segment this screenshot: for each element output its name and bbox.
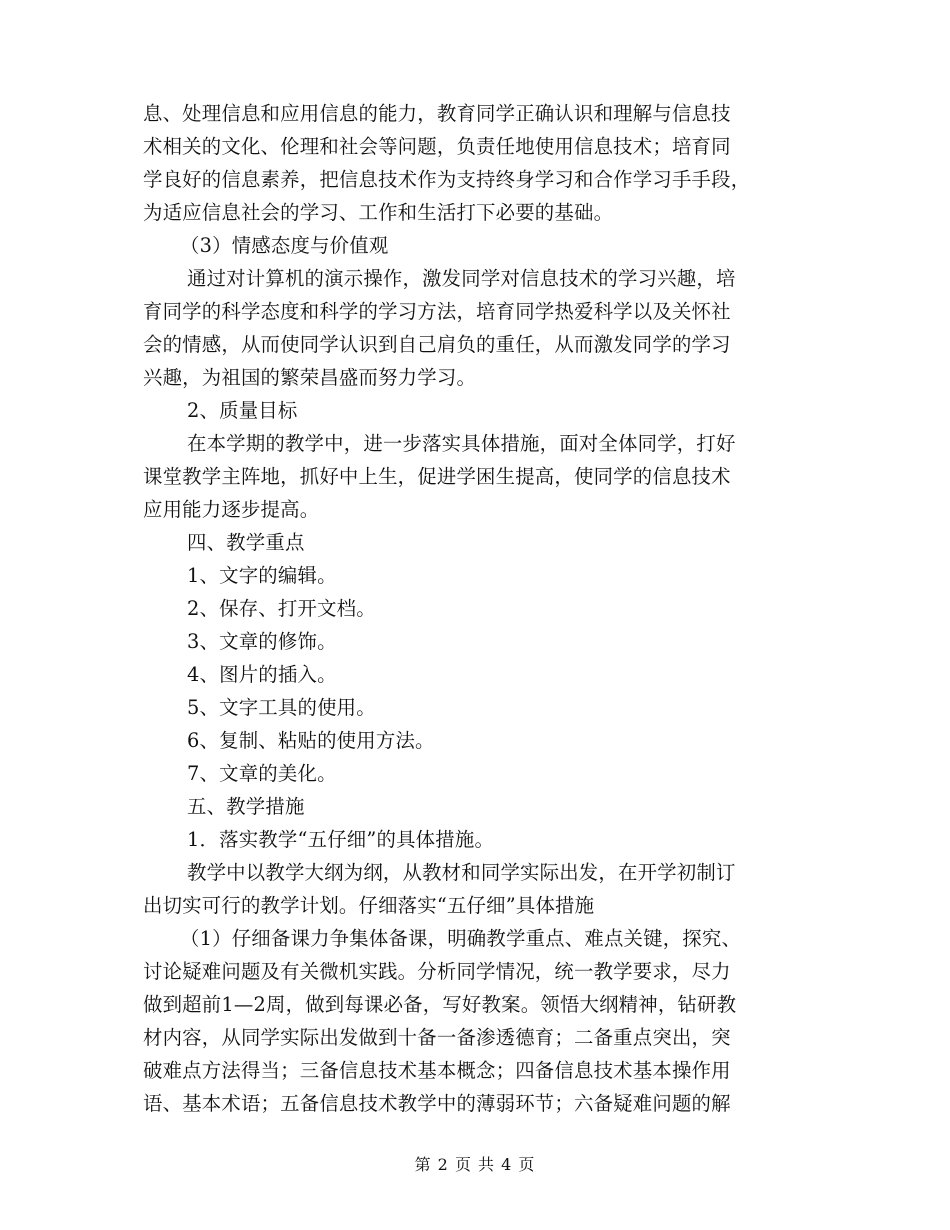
paragraph-line: 教学中以教学大纲为纲，从教材和同学实际出发，在开学初制订 [187,861,736,884]
page-number-footer: 第 2 页 共 4 页 [414,1155,536,1174]
paragraph-line: 讨论疑难问题及有关微机实践。分析同学情况，统一教学要求，尽力 [143,960,731,983]
paragraph-line: （1）仔细备课力争集体备课，明确教学重点、难点关键，探究、 [180,927,742,950]
paragraph-line: 为适应信息社会的学习、工作和生活打下必要的基础。 [143,201,614,224]
list-item: 5、文字工具的使用。 [187,696,376,719]
list-item: 4、图片的插入。 [187,663,337,686]
paragraph-line: 会的情感，从而使同学认识到自己肩负的重任，从而激发同学的学习 [143,333,731,356]
list-item: 3、文章的修饰。 [187,630,337,653]
paragraph-line: 应用能力逐步提高。 [143,498,320,521]
document-body [143,97,813,1120]
paragraph-line: 学良好的信息素养，把信息技术作为支持终身学习和合作学习手手段， [143,168,751,191]
paragraph-line: 课堂教学主阵地，抓好中上生，促进学困生提高，使同学的信息技术 [143,465,731,488]
paragraph-line: 语、基本术语；五备信息技术教学中的薄弱环节；六备疑难问题的解 [143,1092,731,1115]
paragraph-line: 在本学期的教学中，进一步落实具体措施，面对全体同学，打好 [187,432,736,455]
paragraph-line: 材内容，从同学实际出发做到十备一备渗透德育；二备重点突出，突 [143,1026,731,1049]
paragraph-line: 术相关的文化、伦理和社会等问题，负责任地使用信息技术；培育同 [143,135,731,158]
paragraph-line: 破难点方法得当；三备信息技术基本概念；四备信息技术基本操作用 [143,1059,731,1082]
list-item: 2、保存、打开文档。 [187,597,376,620]
section-heading: 2、质量目标 [187,399,298,422]
paragraph-line: 做到超前1—2周，做到每课必备，写好教案。领悟大纲精神，钻研教 [143,993,737,1016]
paragraph-line: 通过对计算机的演示操作，激发同学对信息技术的学习兴趣，培 [187,267,736,290]
list-item: 6、复制、粘贴的使用方法。 [187,729,435,752]
list-item: 1、文字的编辑。 [187,564,337,587]
paragraph-line: 息、处理信息和应用信息的能力，教育同学正确认识和理解与信息技 [143,102,731,125]
section-heading: 四、教学重点 [187,531,305,554]
paragraph-line: 育同学的科学态度和科学的学习方法，培育同学热爱科学以及关怀社 [143,300,731,323]
section-heading: 五、教学措施 [187,795,305,818]
paragraph-line: 兴趣，为祖国的繁荣昌盛而努力学习。 [143,366,477,389]
paragraph-line: 出切实可行的教学计划。仔细落实“五仔细”具体措施 [143,894,595,917]
section-heading: （3）情感态度与价值观 [180,234,389,257]
subsection-heading: 1．落实教学“五仔细”的具体措施。 [187,828,495,851]
list-item: 7、文章的美化。 [187,762,337,785]
